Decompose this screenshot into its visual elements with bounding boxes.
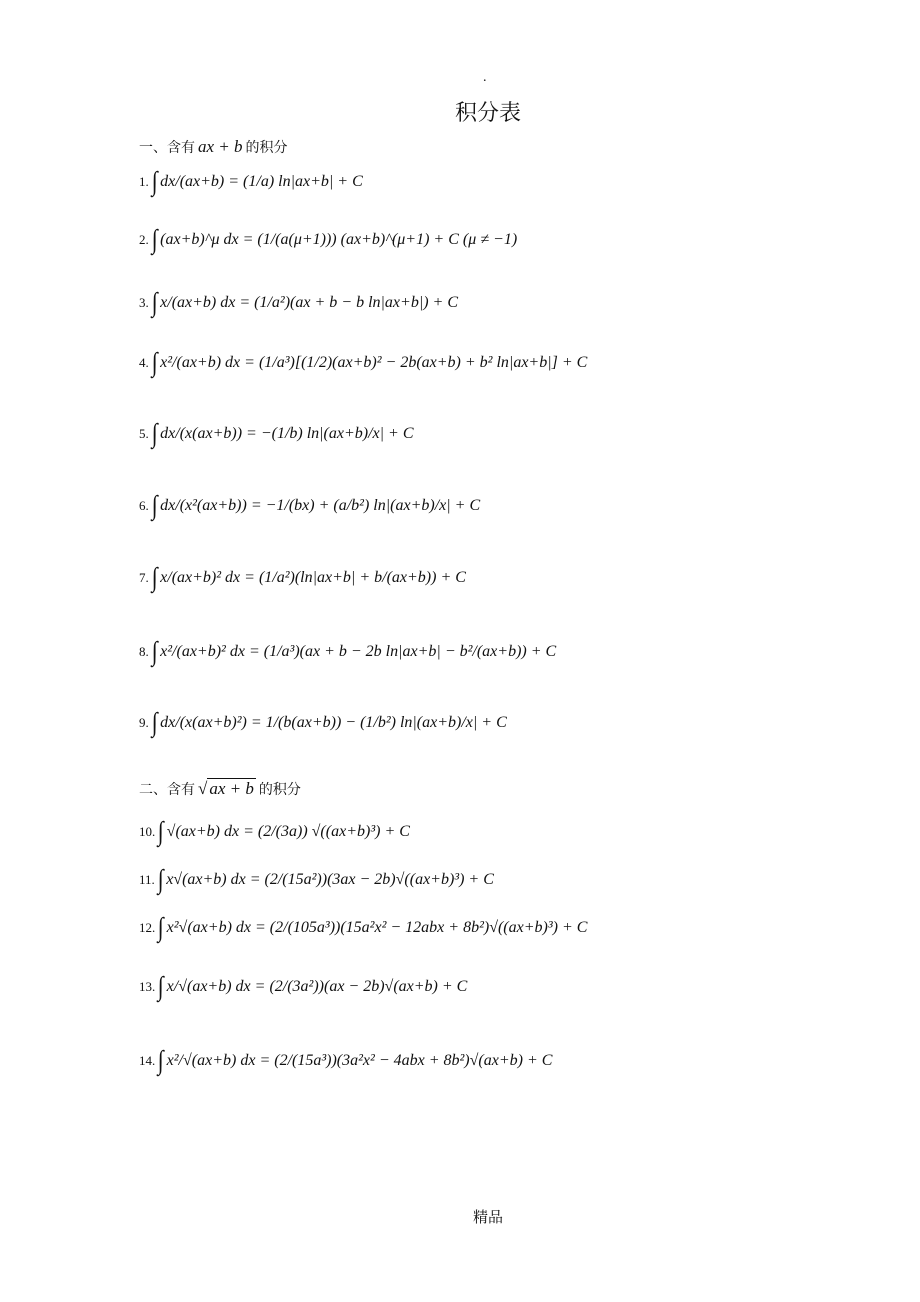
sqrt-icon: √ xyxy=(198,778,208,798)
formula-13: 13. ∫ x/√(ax+b) dx = (2/(3a²))(ax − 2b)√(ax+b) + C xyxy=(139,971,468,1001)
footer-text: 精品 xyxy=(472,1210,503,1226)
integral-sign-icon: ∫ xyxy=(151,287,158,317)
integral-sign-icon: ∫ xyxy=(151,636,158,666)
formula-4: 4. ∫ x²/(ax+b) dx = (1/a³)[(1/2)(ax+b)² − 2b(ax+b) + b² ln|ax+b|] + C xyxy=(139,347,588,377)
sqrt-expr: √ ax + b xyxy=(198,778,254,798)
formula-9: 9. ∫ dx/(x(ax+b)²) = 1/(b(ax+b)) − (1/b²) ln|(ax+b)/x| + C xyxy=(139,707,507,737)
integral-sign-icon: ∫ xyxy=(157,912,164,942)
header-dot: . xyxy=(483,70,487,85)
integral-sign-icon: ∫ xyxy=(157,864,164,894)
formula-3: 3. ∫ x/(ax+b) dx = (1/a²)(ax + b − b ln|ax+b|) + C xyxy=(139,287,459,317)
section-heading-1 xyxy=(139,137,288,157)
integral-sign-icon: ∫ xyxy=(151,490,158,520)
formula-6: 6. ∫ dx/(x²(ax+b)) = −1/(bx) + (a/b²) ln|(ax+b)/x| + C xyxy=(139,490,481,520)
section-suffix: 的积分 xyxy=(245,140,288,156)
integral-sign-icon: ∫ xyxy=(151,562,158,592)
integral-sign-icon: ∫ xyxy=(151,418,158,448)
formula-1: 1. ∫ dx/(ax+b) = (1/a) ln|ax+b| + C xyxy=(139,166,363,196)
section-prefix: 二、含有 xyxy=(139,781,195,798)
section-heading-2 xyxy=(139,778,301,799)
integral-sign-icon: ∫ xyxy=(157,1045,164,1075)
section-prefix: 一、含有 xyxy=(139,140,195,156)
page-title: 积分表 xyxy=(454,100,521,125)
formula-2: 2. ∫ (ax+b)^μ dx = (1/(a(μ+1))) (ax+b)^(μ+1) + C (μ ≠ −1) xyxy=(139,224,518,254)
section-expr: ax + b xyxy=(198,137,243,156)
integral-sign-icon: ∫ xyxy=(157,816,164,846)
formula-5: 5. ∫ dx/(x(ax+b)) = −(1/b) ln|(ax+b)/x| + C xyxy=(139,418,414,448)
formula-10: 10. ∫ √(ax+b) dx = (2/(3a)) √((ax+b)³) + C xyxy=(139,816,410,846)
section-suffix: 的积分 xyxy=(258,781,301,798)
formula-14: 14. ∫ x²/√(ax+b) dx = (2/(15a³))(3a²x² − 4abx + 8b²)√(ax+b) + C xyxy=(139,1045,553,1075)
integral-sign-icon: ∫ xyxy=(151,224,158,254)
formula-8: 8. ∫ x²/(ax+b)² dx = (1/a³)(ax + b − 2b ln|ax+b| − b²/(ax+b)) + C xyxy=(139,636,557,666)
integral-sign-icon: ∫ xyxy=(157,971,164,1001)
formula-7: 7. ∫ x/(ax+b)² dx = (1/a²)(ln|ax+b| + b/(ax+b)) + C xyxy=(139,562,466,592)
integral-sign-icon: ∫ xyxy=(151,166,158,196)
formula-12: 12. ∫ x²√(ax+b) dx = (2/(105a³))(15a²x² − 12abx + 8b²)√((ax+b)³) + C xyxy=(139,912,588,942)
integral-sign-icon: ∫ xyxy=(151,347,158,377)
formula-11: 11. ∫ x√(ax+b) dx = (2/(15a²))(3ax − 2b)√((ax+b)³) + C xyxy=(139,864,494,894)
integral-sign-icon: ∫ xyxy=(151,707,158,737)
